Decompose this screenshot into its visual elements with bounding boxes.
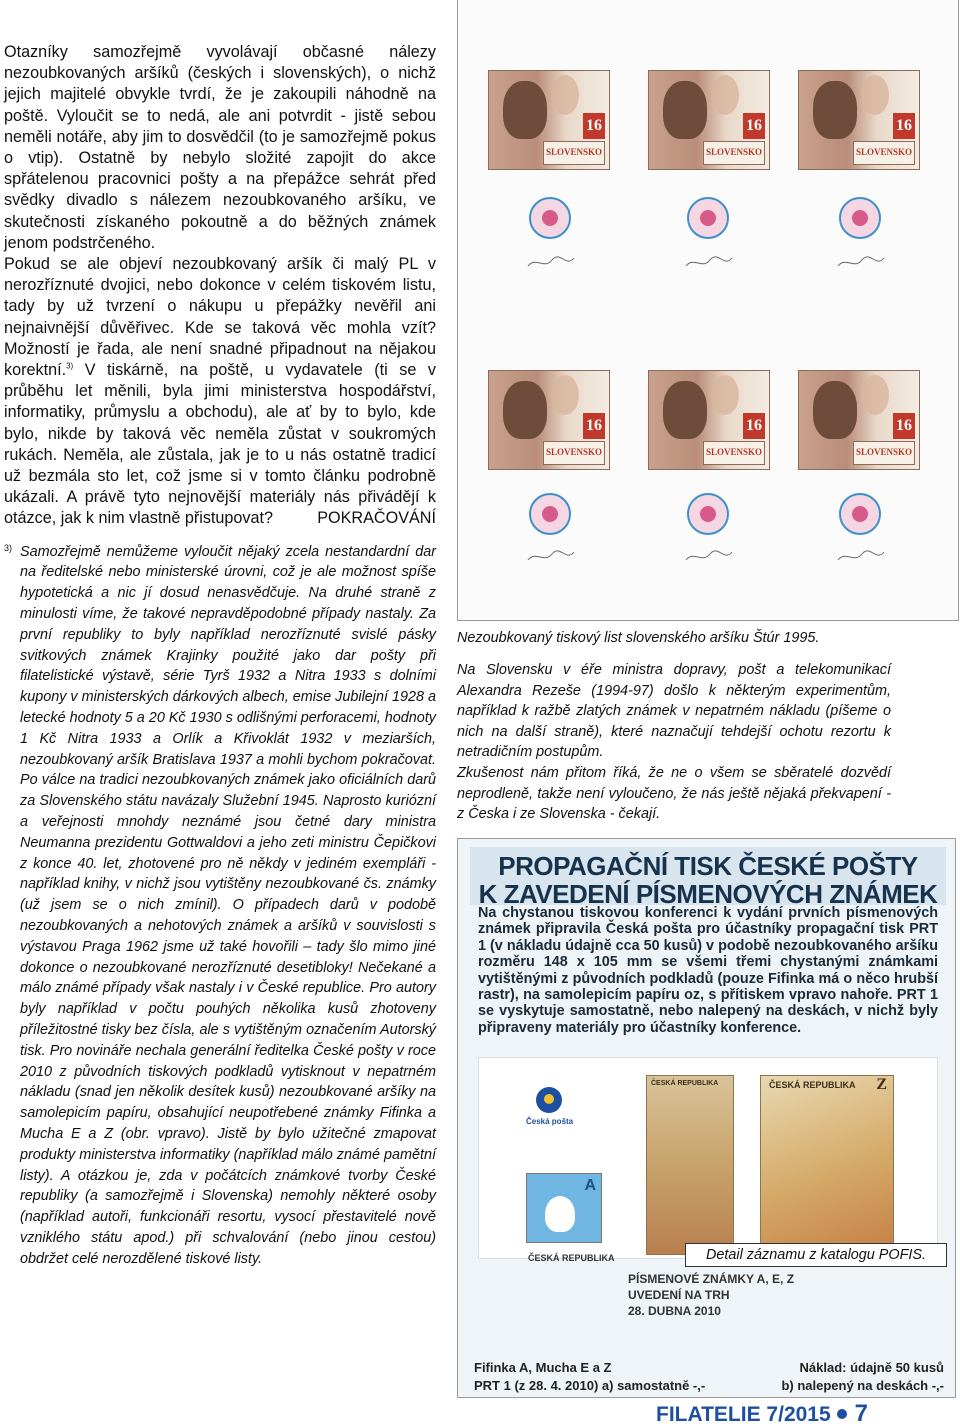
- czech-post-label: Česká pošta: [526, 1117, 574, 1126]
- propaganda-print-box: [457, 838, 956, 1398]
- flower-emblem-icon: [686, 196, 730, 240]
- stamp-sheet-image: [457, 0, 959, 621]
- page-footer: [656, 1400, 956, 1426]
- article-column: [4, 42, 436, 1270]
- stamp-stur: 16 SLOVENSKO: [488, 370, 610, 470]
- stamp-stur: 16 SLOVENSKO: [488, 70, 610, 170]
- footnote-ref: 3): [66, 361, 74, 371]
- footnote-text: Samozřejmě nemůžeme vyloučit nějaký zcela nestandardní dar na ředitelské nebo ministerské úrovni, což je ale možnost spíše hypotetická a nic jí dosud nenasvědčuje. Na druhé straně z minulosti víme, že takové nepravděpodobné případy nastaly. Za první republiky to byly například nerozříznuté svislé pásky svitkových známek Krajinky použité jako dar pošty při filatelistické výstavě, série Tyrš 1932 a Nitra 1933 s dolními kupony v ministerských dárkových albech, emise Jubilejní 1928 a letecké hodnoty 5 a 20 Kč 1930 s odlišnými perforacemi, hodnoty 1 Kč Nitra 1933 a Orlík a Křivoklát 1932 v meziarších, nezoubkovaný aršík Bratislava 1937 a mohli bychom pokračovat. Po válce na tradici nezoubkovaných známek jako oficiálních darů za Slovenského státu navázaly Služební 1945. Naprosto kuriózní a veřejnosti mnohdy neznámé jsou četné dary ministra Neumanna prezidentu Gottwaldovi a jeho zeti ministru Čepičkovi z konce 40. let, zhotovené pro ně někdy v jediném exempláři - například knihy, v nichž jsou vytištěny nezoubkované čs. známky (už jsem se o nich zmínil). O případech darů v podobě nezoubkovaných a nehotových známek a aršíků v souvislosti s výstavou Praga 1962 jsme už také hovořili – tady šlo mimo jiné dokonce o nezoubkované nerozříznuté desetibloky! Nečekané a málo známé případy však nastaly i v České republice. Pro autory byly například v počtu pouhých několika kusů zhotoveny příležitostné tisky bez čísla, ale s vytištěným označením Autorský tisk. Pro novináře nechala generální ředitelka České pošty v roce 2010 z původních tiskových podkladů vytisknout v nepatrném nákladu (snad jen několik desítek kusů) nezoubkované aršíky na samolepicím papíru, obsahující neupotřebené známky Fifinka a Mucha E a Z (obr. vpravo). Jistě by bylo užitečné zmapovat produkty ministerstva informatiky (například málo známé pamětní listy). A otázkou je, zda v počátcích známkové tvorby České republiky (a samozřejmě i Slovenska) nemohly některé osoby (například autoři, funkcionáři resortu, vysocí přestavitelé nově vzniklého státu apod.) při schvalování (nebo jinou cestou) obdržet celé nerozdělené tiskové listy.: [20, 543, 436, 1267]
- stamp-mucha-e: ČESKÁ REPUBLIKA: [646, 1075, 734, 1255]
- magazine-issue: FILATELIE 7/2015: [656, 1403, 831, 1426]
- country-label: ČESKÁ REPUBLIKA: [528, 1253, 615, 1263]
- signature-icon: [684, 548, 734, 566]
- stamp-mucha-z: ČESKÁ REPUBLIKA Z: [760, 1075, 894, 1259]
- propaganda-title-2: K ZAVEDENÍ PÍSMENOVÝCH ZNÁMEK: [478, 879, 938, 909]
- flower-emblem-icon: [838, 492, 882, 536]
- article-body: [4, 42, 436, 530]
- flower-emblem-icon: [838, 196, 882, 240]
- stamp-stur: 16 SLOVENSKO: [648, 370, 770, 470]
- footnote-mark: 3): [4, 542, 13, 553]
- sheet-caption: Nezoubkovaný tiskový list slovenského aršíku Štúr 1995.: [457, 630, 820, 646]
- footnote: [4, 542, 436, 1270]
- flower-emblem-icon: [686, 492, 730, 536]
- propaganda-text: Na chystanou tiskovou konferenci k vydání prvních písmenových známek připravila Česká pošta pro účastníky propagační tisk PRT 1 (v nákladu údajně cca 50 kusů) v podobě nezoubkovaného aršíku rozměru 148 x 105 mm se všemi třemi chystanými známkami vytištěnými z původních podkladů (pouze Fifinka má o něco hrubší rastr), na samolepicím papíru oz, s přítiskem vpravo nahoře. PRT 1 se vyskytuje samostatně, nebo nalepený na deskách, v nichž byly připraveny materiály pro účastníky konference.: [478, 905, 938, 1036]
- imprint-text: PÍSMENOVÉ ZNÁMKY A, E, Z UVEDENÍ NA TRH 28. DUBNA 2010: [628, 1272, 795, 1318]
- propaganda-title-1: PROPAGAČNÍ TISK ČESKÉ POŠTY: [498, 851, 918, 881]
- signature-icon: [684, 254, 734, 272]
- paragraph-2: Pokud se ale objeví nezoubkovaný aršík či malý PL v nerozříznuté dvojici, nebo dokonce v celém tiskovém listu, tady by už tvrzení o nákupu u přepážky nevěřil ani nejnaivnější důvěřivec. Kde se taková věc mohla vzít? Možností je řada, ale není snadné připadnout na nějakou korektní.$^{3)}$ V tiskárně, na poště, u vydavatele (ti se v průběhu let měnili, byla jimi ministerstva hospodářství, informatiky, průmyslu a obchodu), ale ať by to bylo, kde bylo, nikde by taková věc neměla zůstat v soukromých rukách. Neměla, ale zůstala, jak je to u nás ostatně tradicí už bezmála sto let, což jsme si v tomto článku podrobně ukázali. A právě tyto nejnovější materiály nás přivádějí k otázce, jak k nim vlastně přistupovat? POKRAČOVÁNÍ: [4, 254, 436, 530]
- propaganda-header: [470, 847, 946, 909]
- signature-icon: [526, 548, 576, 566]
- paragraph-1: Otazníky samozřejmě vyvolávají občasné nálezy nezoubkovaných aršíků (českých i slovenských), o nichž jejich majitelé obvykle tvrdí, že je zakoupili náhodně na poště. Vyloučit se to nedá, ale ani potvrdit - jistě sebou neměli notáře, aby jim to dosvědčil (to je samozřejmě pokus o vtip). Ostatně by nebylo složité zapojit do akce spřátelenou pracovnici pošty a na přepážce sehrát před svědky divadlo s nálezem nezoubkovaného aršíku, ve skutečnosti získaného pokoutně a do běžných známek jenom podstrčeného.: [4, 43, 436, 252]
- slovak-note-p2: Zkušenost nám přitom říká, že ne o všem se sběratelé dozvědí neprodleně, takže není vyloučeno, že nás ještě nějaká překvapení - z Česka i ze Slovenska - čekají.: [457, 764, 891, 823]
- slovak-note: [457, 660, 891, 825]
- signature-icon: [836, 254, 886, 272]
- flower-emblem-icon: [528, 492, 572, 536]
- continued-label: POKRAČOVÁNÍ: [317, 509, 436, 528]
- flower-emblem-icon: [528, 196, 572, 240]
- catalog-record: Fifinka A, Mucha E a Z Náklad: údajně 50 kusů PRT 1 (z 28. 4. 2010) a) samostatně -,- b) nalepený na deskách -,-: [474, 1360, 944, 1393]
- bullet-icon: [837, 1409, 847, 1419]
- signature-icon: [836, 548, 886, 566]
- slovak-note-p1: Na Slovensku v éře ministra dopravy, pošt a telekomunikací Alexandra Rezeše (1994-97) došlo k některým experimentům, například k ražbě zlatých známek v nepatrném nákladu (píšeme o nich na další straně), které naznačují tehdejší ochotu rezortu k netradičním postupům.: [457, 662, 891, 761]
- stamp-stur: 16 SLOVENSKO: [648, 70, 770, 170]
- detail-caption: Detail záznamu z katalogu POFIS.: [685, 1243, 947, 1267]
- signature-icon: [526, 254, 576, 272]
- stamp-stur: 16 SLOVENSKO: [798, 370, 920, 470]
- page-number: 7: [854, 1400, 869, 1427]
- stamp-stur: 16 SLOVENSKO: [798, 70, 920, 170]
- stamp-fifinka: A: [526, 1173, 602, 1243]
